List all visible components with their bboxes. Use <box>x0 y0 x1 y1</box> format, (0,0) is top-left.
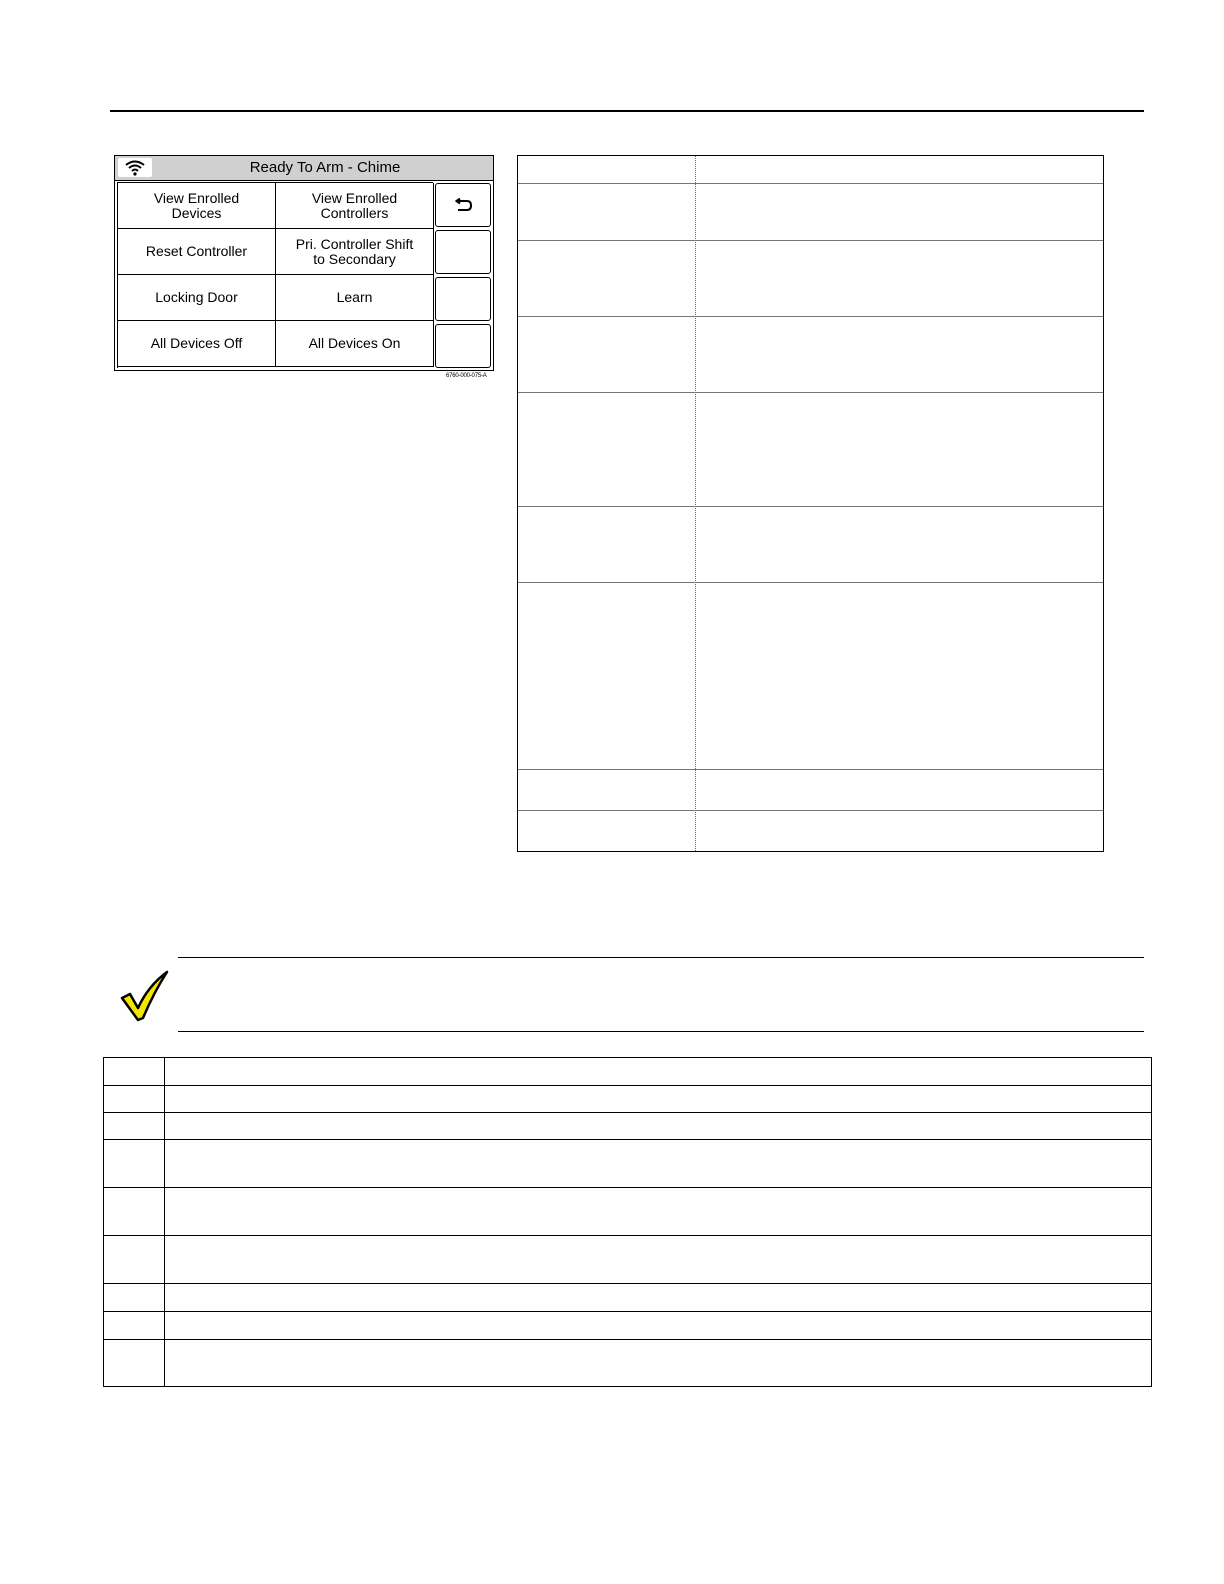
touchscreen-figure <box>114 155 494 371</box>
note-bottom-rule <box>178 1031 1144 1032</box>
row-divider <box>518 810 1103 811</box>
screen-header <box>115 156 493 181</box>
pri-controller-shift-button[interactable]: Pri. Controller Shift to Secondary <box>276 229 434 275</box>
button-grid <box>117 182 433 368</box>
row-divider <box>518 316 1103 317</box>
screen-title: Ready To Arm - Chime <box>249 159 401 176</box>
wifi-icon <box>125 160 145 176</box>
row-divider <box>104 1139 1151 1140</box>
column-divider <box>164 1058 165 1386</box>
all-devices-off-button[interactable]: All Devices Off <box>118 321 276 367</box>
side-button-3[interactable] <box>435 277 491 321</box>
row-divider <box>518 240 1103 241</box>
row-divider <box>518 506 1103 507</box>
status-icon-box <box>118 158 152 177</box>
side-button-4[interactable] <box>435 324 491 368</box>
row-divider <box>104 1187 1151 1188</box>
all-devices-on-button[interactable]: All Devices On <box>276 321 434 367</box>
note-top-rule <box>178 957 1144 958</box>
row-divider <box>104 1339 1151 1340</box>
header-rule <box>110 110 1144 112</box>
locking-door-button[interactable]: Locking Door <box>118 275 276 321</box>
description-table <box>517 155 1104 852</box>
figure-code: 6760-000-075-A <box>446 373 487 379</box>
row-divider <box>104 1085 1151 1086</box>
row-divider <box>104 1112 1151 1113</box>
reset-controller-button[interactable]: Reset Controller <box>118 229 276 275</box>
row-divider <box>518 183 1103 184</box>
view-enrolled-devices-button[interactable]: View Enrolled Devices <box>118 183 276 229</box>
side-button-2[interactable] <box>435 230 491 274</box>
row-divider <box>104 1311 1151 1312</box>
row-divider <box>518 392 1103 393</box>
back-button[interactable] <box>435 183 491 227</box>
view-enrolled-controllers-button[interactable]: View Enrolled Controllers <box>276 183 434 229</box>
row-divider <box>518 769 1103 770</box>
learn-button[interactable]: Learn <box>276 275 434 321</box>
checkmark-icon <box>118 968 172 1024</box>
column-divider <box>695 156 696 851</box>
bottom-table <box>103 1057 1152 1387</box>
row-divider <box>518 582 1103 583</box>
row-divider <box>104 1235 1151 1236</box>
row-divider <box>104 1283 1151 1284</box>
back-arrow-icon <box>454 198 474 214</box>
